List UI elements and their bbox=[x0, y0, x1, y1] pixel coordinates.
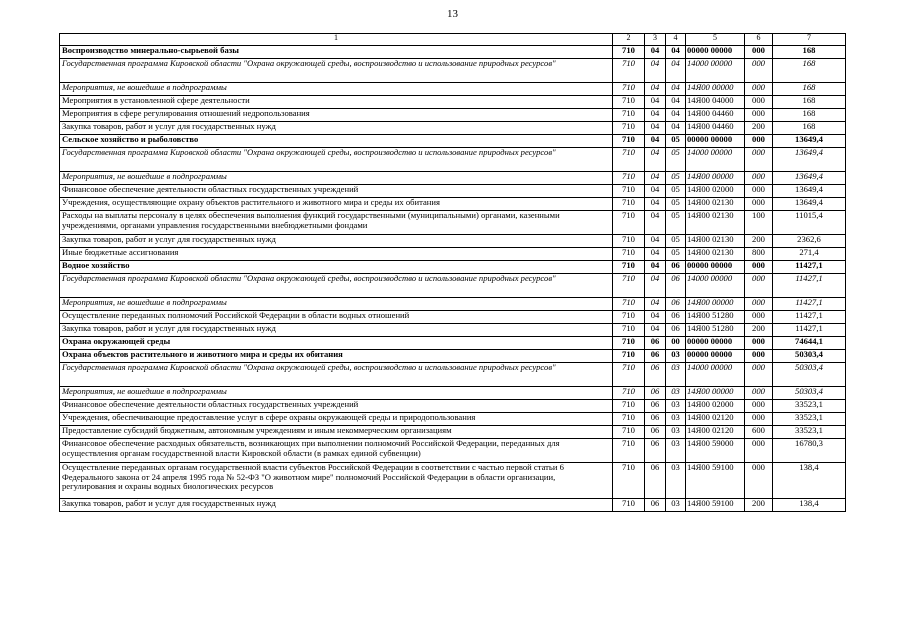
table-row bbox=[60, 83, 846, 96]
admin-code-cell: 710 bbox=[613, 235, 645, 248]
expense-type-cell: 000 bbox=[745, 274, 773, 298]
expense-type-cell: 000 bbox=[745, 135, 773, 148]
section-cell: 06 bbox=[645, 363, 666, 387]
table-row bbox=[60, 439, 846, 463]
subsection-cell: 03 bbox=[666, 413, 686, 426]
admin-code-cell: 710 bbox=[613, 248, 645, 261]
table-row bbox=[60, 499, 846, 512]
expense-type-cell: 000 bbox=[745, 96, 773, 109]
amount-cell: 13649,4 bbox=[773, 172, 846, 185]
section-cell: 04 bbox=[645, 185, 666, 198]
expense-type-cell: 000 bbox=[745, 198, 773, 211]
expense-type-cell: 000 bbox=[745, 261, 773, 274]
admin-code-cell: 710 bbox=[613, 46, 645, 59]
subsection-cell: 06 bbox=[666, 324, 686, 337]
row-name-cell: Финансовое обеспечение деятельности областных государственных учреждений bbox=[60, 400, 613, 413]
subsection-cell: 03 bbox=[666, 350, 686, 363]
table-row bbox=[60, 324, 846, 337]
admin-code-cell: 710 bbox=[613, 499, 645, 512]
row-name-cell: Учреждения, обеспечивающие предоставление услуг в сфере охраны окружающей среды и природопользования bbox=[60, 413, 613, 426]
subsection-cell: 00 bbox=[666, 337, 686, 350]
admin-code-cell: 710 bbox=[613, 413, 645, 426]
amount-cell: 16780,3 bbox=[773, 439, 846, 463]
header-cell-7: 7 bbox=[773, 34, 846, 46]
section-cell: 06 bbox=[645, 413, 666, 426]
target-article-cell: 14Я00 59100 bbox=[686, 463, 745, 499]
header-cell-1: 1 bbox=[60, 34, 613, 46]
section-cell: 06 bbox=[645, 426, 666, 439]
admin-code-cell: 710 bbox=[613, 426, 645, 439]
section-cell: 04 bbox=[645, 172, 666, 185]
header-cell-5: 5 bbox=[686, 34, 745, 46]
section-cell: 06 bbox=[645, 350, 666, 363]
target-article-cell: 14Я00 02120 bbox=[686, 413, 745, 426]
expense-type-cell: 000 bbox=[745, 109, 773, 122]
row-name-cell: Мероприятия в установленной сфере деятельности bbox=[60, 96, 613, 109]
amount-cell: 11427,1 bbox=[773, 324, 846, 337]
row-name-cell: Закупка товаров, работ и услуг для государственных нужд bbox=[60, 324, 613, 337]
table-row bbox=[60, 135, 846, 148]
section-cell: 04 bbox=[645, 83, 666, 96]
target-article-cell: 00000 00000 bbox=[686, 261, 745, 274]
row-name-cell: Водное хозяйство bbox=[60, 261, 613, 274]
amount-cell: 11015,4 bbox=[773, 211, 846, 235]
amount-cell: 33523,1 bbox=[773, 426, 846, 439]
target-article-cell: 14Я00 04000 bbox=[686, 96, 745, 109]
expense-type-cell: 000 bbox=[745, 463, 773, 499]
amount-cell: 50303,4 bbox=[773, 363, 846, 387]
target-article-cell: 14Я00 02130 bbox=[686, 211, 745, 235]
expense-type-cell: 100 bbox=[745, 211, 773, 235]
target-article-cell: 00000 00000 bbox=[686, 337, 745, 350]
row-name-cell: Государственная программа Кировской области "Охрана окружающей среды, воспроизводство и использование природных ресурсов" bbox=[60, 363, 613, 387]
admin-code-cell: 710 bbox=[613, 211, 645, 235]
section-cell: 04 bbox=[645, 46, 666, 59]
row-name-cell: Осуществление переданных органам государственной власти субъектов Российской Федерации в соответствии с частью первой статьи 6 Федерального закона от 24 апреля 1995 года № 52-ФЗ "О животном мире" полномочий Российской Федерации в области организации, регулирования и охраны водных биологических ресурсов bbox=[60, 463, 613, 499]
target-article-cell: 14Я00 02130 bbox=[686, 198, 745, 211]
subsection-cell: 03 bbox=[666, 363, 686, 387]
admin-code-cell: 710 bbox=[613, 261, 645, 274]
amount-cell: 13649,4 bbox=[773, 135, 846, 148]
section-cell: 06 bbox=[645, 387, 666, 400]
table-row bbox=[60, 198, 846, 211]
admin-code-cell: 710 bbox=[613, 311, 645, 324]
subsection-cell: 03 bbox=[666, 463, 686, 499]
table-row bbox=[60, 426, 846, 439]
table-row bbox=[60, 298, 846, 311]
row-name-cell: Мероприятия, не вошедшие в подпрограммы bbox=[60, 387, 613, 400]
target-article-cell: 00000 00000 bbox=[686, 350, 745, 363]
row-name-cell: Государственная программа Кировской области "Охрана окружающей среды, воспроизводство и использование природных ресурсов" bbox=[60, 59, 613, 83]
admin-code-cell: 710 bbox=[613, 400, 645, 413]
section-cell: 04 bbox=[645, 148, 666, 172]
amount-cell: 11427,1 bbox=[773, 274, 846, 298]
admin-code-cell: 710 bbox=[613, 274, 645, 298]
amount-cell: 2362,6 bbox=[773, 235, 846, 248]
target-article-cell: 14000 00000 bbox=[686, 363, 745, 387]
admin-code-cell: 710 bbox=[613, 59, 645, 83]
section-cell: 06 bbox=[645, 400, 666, 413]
page-number: 13 bbox=[447, 8, 458, 20]
section-cell: 04 bbox=[645, 211, 666, 235]
table-row bbox=[60, 109, 846, 122]
section-cell: 04 bbox=[645, 248, 666, 261]
amount-cell: 11427,1 bbox=[773, 261, 846, 274]
row-name-cell: Воспроизводство минерально-сырьевой базы bbox=[60, 46, 613, 59]
expense-type-cell: 000 bbox=[745, 185, 773, 198]
amount-cell: 13649,4 bbox=[773, 198, 846, 211]
table-row bbox=[60, 248, 846, 261]
row-name-cell: Мероприятия, не вошедшие в подпрограммы bbox=[60, 298, 613, 311]
admin-code-cell: 710 bbox=[613, 198, 645, 211]
amount-cell: 11427,1 bbox=[773, 298, 846, 311]
table-row bbox=[60, 96, 846, 109]
target-article-cell: 14Я00 00000 bbox=[686, 172, 745, 185]
subsection-cell: 05 bbox=[666, 211, 686, 235]
expense-type-cell: 200 bbox=[745, 235, 773, 248]
target-article-cell: 14Я00 02000 bbox=[686, 400, 745, 413]
table-row bbox=[60, 261, 846, 274]
subsection-cell: 05 bbox=[666, 135, 686, 148]
amount-cell: 138,4 bbox=[773, 463, 846, 499]
subsection-cell: 06 bbox=[666, 298, 686, 311]
subsection-cell: 04 bbox=[666, 96, 686, 109]
target-article-cell: 14000 00000 bbox=[686, 59, 745, 83]
table-row bbox=[60, 46, 846, 59]
amount-cell: 50303,4 bbox=[773, 387, 846, 400]
expense-type-cell: 200 bbox=[745, 122, 773, 135]
target-article-cell: 14Я00 51280 bbox=[686, 311, 745, 324]
admin-code-cell: 710 bbox=[613, 96, 645, 109]
header-cell-6: 6 bbox=[745, 34, 773, 46]
subsection-cell: 03 bbox=[666, 499, 686, 512]
subsection-cell: 06 bbox=[666, 274, 686, 298]
admin-code-cell: 710 bbox=[613, 135, 645, 148]
target-article-cell: 14Я00 02120 bbox=[686, 426, 745, 439]
target-article-cell: 14Я00 02130 bbox=[686, 235, 745, 248]
row-name-cell: Закупка товаров, работ и услуг для государственных нужд bbox=[60, 499, 613, 512]
table-row bbox=[60, 59, 846, 83]
target-article-cell: 14Я00 51280 bbox=[686, 324, 745, 337]
table-row bbox=[60, 122, 846, 135]
header-cell-3: 3 bbox=[645, 34, 666, 46]
subsection-cell: 04 bbox=[666, 59, 686, 83]
table-row bbox=[60, 337, 846, 350]
subsection-cell: 05 bbox=[666, 185, 686, 198]
row-name-cell: Предоставление субсидий бюджетным, автономным учреждениям и иным некоммерческим организациям bbox=[60, 426, 613, 439]
expense-type-cell: 200 bbox=[745, 499, 773, 512]
section-cell: 04 bbox=[645, 122, 666, 135]
table-row bbox=[60, 185, 846, 198]
admin-code-cell: 710 bbox=[613, 324, 645, 337]
target-article-cell: 14Я00 02000 bbox=[686, 185, 745, 198]
subsection-cell: 05 bbox=[666, 235, 686, 248]
admin-code-cell: 710 bbox=[613, 463, 645, 499]
amount-cell: 13649,4 bbox=[773, 185, 846, 198]
section-cell: 04 bbox=[645, 59, 666, 83]
amount-cell: 33523,1 bbox=[773, 413, 846, 426]
row-name-cell: Мероприятия, не вошедшие в подпрограммы bbox=[60, 172, 613, 185]
row-name-cell: Мероприятия в сфере регулирования отношений недропользования bbox=[60, 109, 613, 122]
row-name-cell: Учреждения, осуществляющие охрану объектов растительного и животного мира и среды их обитания bbox=[60, 198, 613, 211]
amount-cell: 168 bbox=[773, 59, 846, 83]
row-name-cell: Государственная программа Кировской области "Охрана окружающей среды, воспроизводство и использование природных ресурсов" bbox=[60, 148, 613, 172]
subsection-cell: 06 bbox=[666, 261, 686, 274]
row-name-cell: Иные бюджетные ассигнования bbox=[60, 248, 613, 261]
budget-table bbox=[59, 33, 846, 512]
amount-cell: 13649,4 bbox=[773, 148, 846, 172]
table-row bbox=[60, 400, 846, 413]
row-name-cell: Охрана окружающей среды bbox=[60, 337, 613, 350]
expense-type-cell: 000 bbox=[745, 46, 773, 59]
section-cell: 04 bbox=[645, 311, 666, 324]
row-name-cell: Государственная программа Кировской области "Охрана окружающей среды, воспроизводство и использование природных ресурсов" bbox=[60, 274, 613, 298]
header-cell-2: 2 bbox=[613, 34, 645, 46]
admin-code-cell: 710 bbox=[613, 185, 645, 198]
header-cell-4: 4 bbox=[666, 34, 686, 46]
amount-cell: 168 bbox=[773, 122, 846, 135]
section-cell: 04 bbox=[645, 96, 666, 109]
table-row bbox=[60, 172, 846, 185]
table-row bbox=[60, 463, 846, 499]
target-article-cell: 14Я00 00000 bbox=[686, 83, 745, 96]
expense-type-cell: 000 bbox=[745, 298, 773, 311]
expense-type-cell: 800 bbox=[745, 248, 773, 261]
admin-code-cell: 710 bbox=[613, 363, 645, 387]
amount-cell: 168 bbox=[773, 46, 846, 59]
target-article-cell: 00000 00000 bbox=[686, 135, 745, 148]
admin-code-cell: 710 bbox=[613, 172, 645, 185]
amount-cell: 168 bbox=[773, 96, 846, 109]
expense-type-cell: 000 bbox=[745, 311, 773, 324]
section-cell: 04 bbox=[645, 235, 666, 248]
table-row bbox=[60, 311, 846, 324]
table-row bbox=[60, 148, 846, 172]
target-article-cell: 14000 00000 bbox=[686, 148, 745, 172]
row-name-cell: Охрана объектов растительного и животного мира и среды их обитания bbox=[60, 350, 613, 363]
subsection-cell: 03 bbox=[666, 439, 686, 463]
subsection-cell: 03 bbox=[666, 387, 686, 400]
row-name-cell: Мероприятия, не вошедшие в подпрограммы bbox=[60, 83, 613, 96]
table-row bbox=[60, 350, 846, 363]
expense-type-cell: 000 bbox=[745, 350, 773, 363]
table-row bbox=[60, 235, 846, 248]
table-row bbox=[60, 413, 846, 426]
amount-cell: 74644,1 bbox=[773, 337, 846, 350]
subsection-cell: 05 bbox=[666, 248, 686, 261]
expense-type-cell: 000 bbox=[745, 387, 773, 400]
table-row bbox=[60, 274, 846, 298]
expense-type-cell: 000 bbox=[745, 172, 773, 185]
table-row bbox=[60, 363, 846, 387]
admin-code-cell: 710 bbox=[613, 387, 645, 400]
row-name-cell: Закупка товаров, работ и услуг для государственных нужд bbox=[60, 235, 613, 248]
target-article-cell: 14Я00 02130 bbox=[686, 248, 745, 261]
table-row bbox=[60, 387, 846, 400]
section-cell: 04 bbox=[645, 109, 666, 122]
row-name-cell: Финансовое обеспечение деятельности областных государственных учреждений bbox=[60, 185, 613, 198]
expense-type-cell: 000 bbox=[745, 439, 773, 463]
amount-cell: 168 bbox=[773, 83, 846, 96]
subsection-cell: 03 bbox=[666, 426, 686, 439]
amount-cell: 11427,1 bbox=[773, 311, 846, 324]
subsection-cell: 04 bbox=[666, 83, 686, 96]
expense-type-cell: 200 bbox=[745, 324, 773, 337]
table-row bbox=[60, 211, 846, 235]
section-cell: 04 bbox=[645, 298, 666, 311]
section-cell: 04 bbox=[645, 274, 666, 298]
row-name-cell: Осуществление переданных полномочий Российской Федерации в области водных отношений bbox=[60, 311, 613, 324]
target-article-cell: 14000 00000 bbox=[686, 274, 745, 298]
section-cell: 06 bbox=[645, 439, 666, 463]
budget-table-body bbox=[60, 34, 846, 512]
amount-cell: 138,4 bbox=[773, 499, 846, 512]
target-article-cell: 14Я00 59100 bbox=[686, 499, 745, 512]
section-cell: 04 bbox=[645, 198, 666, 211]
subsection-cell: 05 bbox=[666, 198, 686, 211]
admin-code-cell: 710 bbox=[613, 83, 645, 96]
admin-code-cell: 710 bbox=[613, 148, 645, 172]
amount-cell: 50303,4 bbox=[773, 350, 846, 363]
admin-code-cell: 710 bbox=[613, 122, 645, 135]
row-name-cell: Закупка товаров, работ и услуг для государственных нужд bbox=[60, 122, 613, 135]
admin-code-cell: 710 bbox=[613, 298, 645, 311]
admin-code-cell: 710 bbox=[613, 109, 645, 122]
amount-cell: 33523,1 bbox=[773, 400, 846, 413]
section-cell: 06 bbox=[645, 463, 666, 499]
expense-type-cell: 000 bbox=[745, 400, 773, 413]
expense-type-cell: 000 bbox=[745, 59, 773, 83]
target-article-cell: 14Я00 04460 bbox=[686, 122, 745, 135]
subsection-cell: 03 bbox=[666, 400, 686, 413]
admin-code-cell: 710 bbox=[613, 337, 645, 350]
header-row bbox=[60, 34, 846, 46]
subsection-cell: 04 bbox=[666, 109, 686, 122]
target-article-cell: 14Я00 00000 bbox=[686, 298, 745, 311]
expense-type-cell: 000 bbox=[745, 83, 773, 96]
subsection-cell: 04 bbox=[666, 46, 686, 59]
section-cell: 04 bbox=[645, 135, 666, 148]
subsection-cell: 05 bbox=[666, 148, 686, 172]
subsection-cell: 06 bbox=[666, 311, 686, 324]
expense-type-cell: 000 bbox=[745, 148, 773, 172]
section-cell: 04 bbox=[645, 324, 666, 337]
section-cell: 04 bbox=[645, 261, 666, 274]
expense-type-cell: 000 bbox=[745, 337, 773, 350]
expense-type-cell: 000 bbox=[745, 363, 773, 387]
subsection-cell: 05 bbox=[666, 172, 686, 185]
admin-code-cell: 710 bbox=[613, 350, 645, 363]
row-name-cell: Расходы на выплаты персоналу в целях обеспечения выполнения функций государственными (муниципальными) органами, казенными учреждениями, органами управления государственными внебюджетными фондами bbox=[60, 211, 613, 235]
section-cell: 06 bbox=[645, 337, 666, 350]
amount-cell: 271,4 bbox=[773, 248, 846, 261]
target-article-cell: 14Я00 59000 bbox=[686, 439, 745, 463]
row-name-cell: Сельское хозяйство и рыболовство bbox=[60, 135, 613, 148]
subsection-cell: 04 bbox=[666, 122, 686, 135]
target-article-cell: 00000 00000 bbox=[686, 46, 745, 59]
target-article-cell: 14Я00 00000 bbox=[686, 387, 745, 400]
target-article-cell: 14Я00 04460 bbox=[686, 109, 745, 122]
expense-type-cell: 000 bbox=[745, 413, 773, 426]
row-name-cell: Финансовое обеспечение расходных обязательств, возникающих при выполнении полномочий Российской Федерации, переданных для осуществления органам государственной власти Кировской области (в рамках единой субвенции) bbox=[60, 439, 613, 463]
amount-cell: 168 bbox=[773, 109, 846, 122]
section-cell: 06 bbox=[645, 499, 666, 512]
admin-code-cell: 710 bbox=[613, 439, 645, 463]
expense-type-cell: 600 bbox=[745, 426, 773, 439]
